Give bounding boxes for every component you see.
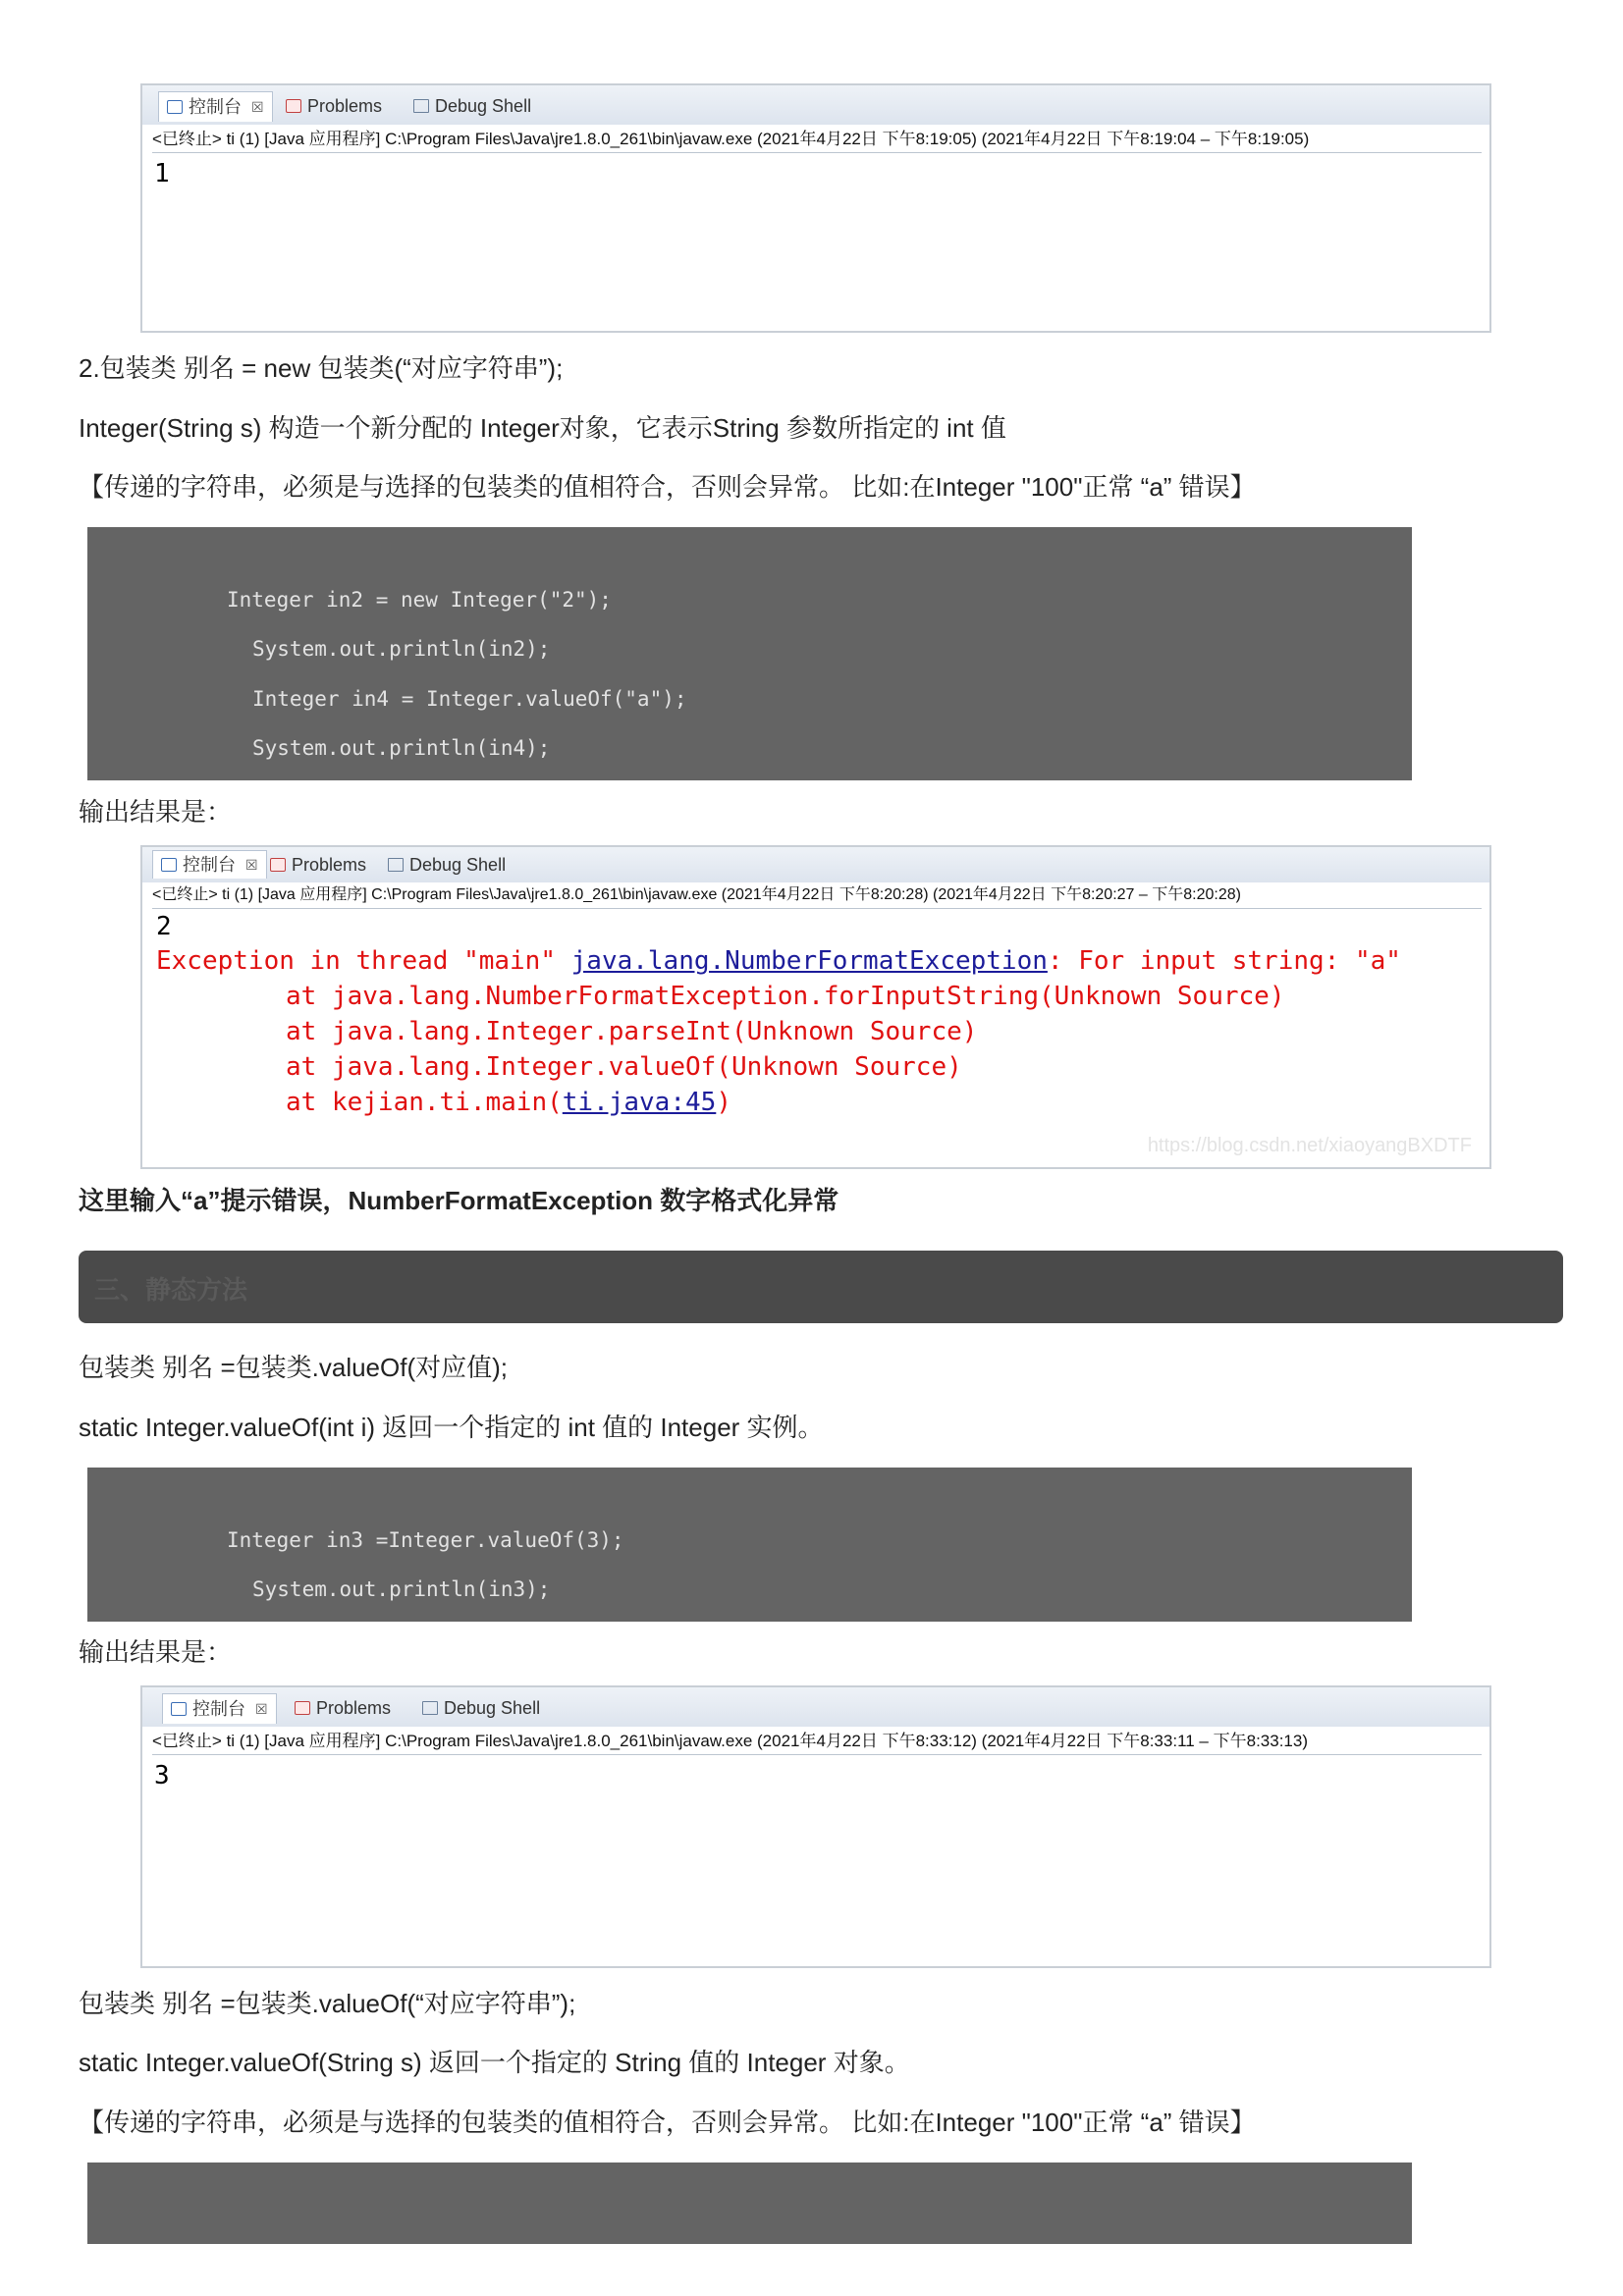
tab-debug-shell[interactable] — [422, 1695, 540, 1721]
tab-debug-shell[interactable] — [413, 93, 531, 119]
paragraph: static Integer.valueOf(String s) 返回一个指定的 String 值的 Integer 对象。 — [79, 2048, 910, 2077]
paragraph: 【传递的字符串，必须是与选择的包装类的值相符合，否则会异常。 比如:在Integer "100"正常 “a” 错误】 — [79, 2108, 1256, 2137]
exception-prefix: Exception in thread "main" — [156, 946, 571, 976]
stack-line: at java.lang.Integer.parseInt(Unknown Source) — [286, 1017, 978, 1046]
code-line: System.out.println(in3); — [252, 1577, 551, 1601]
problems-icon — [295, 1701, 310, 1715]
stack-suffix: ) — [716, 1088, 731, 1117]
console-status: <已终止> ti (1) [Java 应用程序] C:\Program Files\Java\jre1.8.0_261\bin\javaw.exe (2021年4月22日 下午8:33:12) (2021年4月22日 下午8:33:11 – 下午8:33:13) — [152, 1729, 1482, 1755]
tab-problems-label: Problems — [292, 855, 367, 875]
tab-debug-label: Debug Shell — [444, 1698, 541, 1718]
tab-problems[interactable] — [270, 852, 366, 878]
debug-shell-icon — [413, 99, 429, 113]
console-icon — [161, 858, 177, 872]
stack-line — [286, 1085, 731, 1120]
tab-console[interactable] — [158, 91, 273, 122]
tab-console-label: 控制台 — [183, 855, 236, 875]
code-line: System.out.println(in4); — [252, 736, 551, 760]
console-tab-bar — [142, 1687, 1489, 1727]
tab-console[interactable] — [162, 1693, 277, 1724]
output-label: 输出结果是： — [79, 797, 233, 827]
console-output: 2 — [156, 912, 172, 941]
watermark: https://blog.csdn.net/xiaoyangBXDTF — [1147, 1135, 1472, 1156]
tab-problems-label: Problems — [316, 1698, 392, 1718]
code-line: Integer in2 = new Integer("2"); — [227, 588, 612, 612]
debug-shell-icon — [422, 1701, 438, 1715]
close-icon[interactable]: ☒ — [245, 857, 258, 873]
tab-problems-label: Problems — [307, 96, 383, 116]
close-icon[interactable]: ☒ — [251, 99, 264, 115]
console-icon — [167, 100, 183, 114]
problems-icon — [270, 858, 286, 872]
code-block-2 — [87, 1468, 1412, 1622]
output-label: 输出结果是： — [79, 1637, 233, 1667]
console-status: <已终止> ti (1) [Java 应用程序] C:\Program Files\Java\jre1.8.0_261\bin\javaw.exe (2021年4月22日 下午8:20:28) (2021年4月22日 下午8:20:27 – 下午8:20:28) — [152, 882, 1482, 909]
console-icon — [171, 1702, 187, 1716]
console-output: 1 — [154, 159, 170, 188]
exception-link[interactable]: java.lang.NumberFormatException — [570, 946, 1048, 976]
console-tab-bar — [142, 847, 1489, 882]
code-block-3 — [87, 2163, 1412, 2244]
paragraph: static Integer.valueOf(int i) 返回一个指定的 int 值的 Integer 实例。 — [79, 1413, 824, 1442]
console-panel-1 — [140, 83, 1491, 333]
paragraph: 2.包装类 别名 = new 包装类(“对应字符串”); — [79, 353, 564, 383]
paragraph: 【传递的字符串，必须是与选择的包装类的值相符合，否则会异常。 比如:在Integer "100"正常 “a” 错误】 — [79, 472, 1256, 502]
tab-problems[interactable] — [295, 1695, 391, 1721]
bold-note: 这里输入“a”提示错误，NumberFormatException 数字格式化异常 — [79, 1186, 839, 1215]
close-icon[interactable]: ☒ — [255, 1701, 268, 1717]
problems-icon — [286, 99, 301, 113]
code-block-1 — [87, 527, 1412, 780]
tab-debug-shell[interactable] — [388, 852, 506, 878]
section-heading: 三、静态方法 — [94, 1275, 248, 1305]
code-line: Integer in4 = Integer.valueOf("a"); — [252, 687, 687, 711]
tab-debug-label: Debug Shell — [435, 96, 532, 116]
code-line: System.out.println(in2); — [252, 637, 551, 661]
code-line: Integer in3 =Integer.valueOf(3); — [227, 1528, 624, 1552]
tab-console-label: 控制台 — [189, 97, 242, 117]
tab-debug-label: Debug Shell — [409, 855, 507, 875]
paragraph: 包装类 别名 =包装类.valueOf(对应值); — [79, 1353, 508, 1382]
paragraph: Integer(String s) 构造一个新分配的 Integer对象，它表示String 参数所指定的 int 值 — [79, 413, 1006, 443]
tab-console[interactable] — [152, 850, 267, 879]
console-output: 3 — [154, 1761, 170, 1790]
console-panel-2 — [140, 845, 1491, 1169]
stack-line: at java.lang.Integer.valueOf(Unknown Source) — [286, 1052, 962, 1082]
console-panel-3 — [140, 1685, 1491, 1968]
section-banner — [79, 1251, 1563, 1323]
stack-prefix: at kejian.ti.main( — [286, 1088, 563, 1117]
stack-line: at java.lang.NumberFormatException.forInputString(Unknown Source) — [286, 982, 1285, 1011]
exception-suffix: : For input string: "a" — [1047, 946, 1401, 976]
source-link[interactable]: ti.java:45 — [562, 1088, 717, 1117]
tab-console-label: 控制台 — [192, 1699, 245, 1719]
console-status: <已终止> ti (1) [Java 应用程序] C:\Program Files\Java\jre1.8.0_261\bin\javaw.exe (2021年4月22日 下午8:19:05) (2021年4月22日 下午8:19:04 – 下午8:19:05) — [152, 127, 1482, 153]
debug-shell-icon — [388, 858, 404, 872]
console-tab-bar — [142, 85, 1489, 125]
paragraph: 包装类 别名 =包装类.valueOf(“对应字符串”); — [79, 1989, 576, 2018]
tab-problems[interactable] — [286, 93, 382, 119]
exception-line — [156, 943, 1401, 979]
